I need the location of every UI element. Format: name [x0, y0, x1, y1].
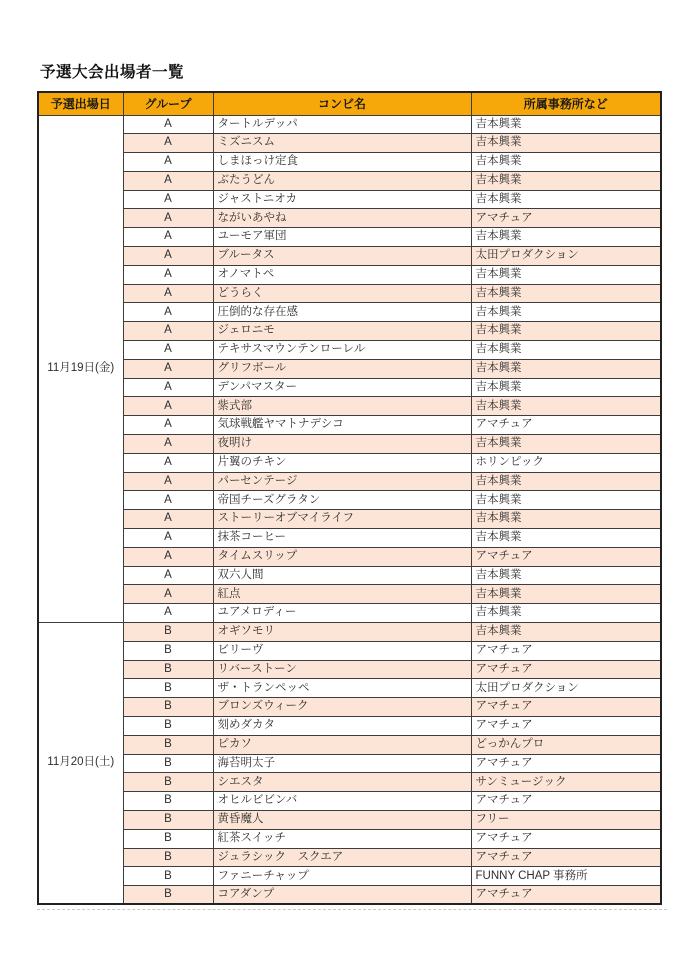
table-row: [38, 378, 661, 397]
group-cell: A: [123, 228, 213, 247]
agency-cell: 吉本興業: [471, 491, 661, 510]
agency-cell: アマチュア: [471, 754, 661, 773]
agency-cell: 吉本興業: [471, 378, 661, 397]
agency-cell: アマチュア: [471, 848, 661, 867]
group-cell: B: [123, 698, 213, 717]
group-cell: A: [123, 265, 213, 284]
agency-cell: アマチュア: [471, 641, 661, 660]
combi-name-cell: 海苔明太子: [213, 754, 471, 773]
table-row: [38, 397, 661, 416]
group-cell: A: [123, 529, 213, 548]
table-row: [38, 265, 661, 284]
table-row: [38, 867, 661, 886]
header-combi-name: コンビ名: [213, 92, 471, 115]
combi-name-cell: ミズニスム: [213, 134, 471, 153]
agency-cell: 太田プロダクション: [471, 247, 661, 266]
agency-cell: アマチュア: [471, 416, 661, 435]
combi-name-cell: パーセンテージ: [213, 472, 471, 491]
group-cell: A: [123, 303, 213, 322]
table-row: [38, 153, 661, 172]
group-cell: A: [123, 491, 213, 510]
combi-name-cell: 紫式部: [213, 397, 471, 416]
combi-name-cell: ユアメロディー: [213, 604, 471, 623]
combi-name-cell: ブルータス: [213, 247, 471, 266]
table-row: [38, 754, 661, 773]
table-row: [38, 284, 661, 303]
combi-name-cell: グリフボール: [213, 359, 471, 378]
agency-cell: 吉本興業: [471, 529, 661, 548]
agency-cell: 太田プロダクション: [471, 679, 661, 698]
agency-cell: フリー: [471, 810, 661, 829]
table-row: [38, 547, 661, 566]
table-row: [38, 303, 661, 322]
agency-cell: アマチュア: [471, 792, 661, 811]
table-row: [38, 453, 661, 472]
table-row: [38, 886, 661, 905]
agency-cell: 吉本興業: [471, 435, 661, 454]
agency-cell: 吉本興業: [471, 190, 661, 209]
group-cell: A: [123, 416, 213, 435]
group-cell: B: [123, 886, 213, 905]
group-cell: A: [123, 284, 213, 303]
combi-name-cell: 片翼のチキン: [213, 453, 471, 472]
combi-name-cell: 圧倒的な存在感: [213, 303, 471, 322]
table-row: [38, 660, 661, 679]
combi-name-cell: リバーストーン: [213, 660, 471, 679]
combi-name-cell: 夜明け: [213, 435, 471, 454]
combi-name-cell: ブロンズウィーク: [213, 698, 471, 717]
agency-cell: 吉本興業: [471, 397, 661, 416]
group-cell: B: [123, 867, 213, 886]
table-row: [38, 792, 661, 811]
group-cell: A: [123, 190, 213, 209]
agency-cell: FUNNY CHAP 事務所: [471, 867, 661, 886]
agency-cell: ホリンピック: [471, 453, 661, 472]
table-row: [38, 322, 661, 341]
header-agency: 所属事務所など: [471, 92, 661, 115]
table-row: [38, 209, 661, 228]
table-row: [38, 416, 661, 435]
group-cell: B: [123, 641, 213, 660]
combi-name-cell: オギソモリ: [213, 623, 471, 642]
table-row: [38, 717, 661, 736]
agency-cell: どっかんプロ: [471, 735, 661, 754]
table-row: [38, 679, 661, 698]
agency-cell: 吉本興業: [471, 228, 661, 247]
combi-name-cell: タイムスリップ: [213, 547, 471, 566]
combi-name-cell: ユーモア軍団: [213, 228, 471, 247]
combi-name-cell: ジャストニオカ: [213, 190, 471, 209]
agency-cell: 吉本興業: [471, 510, 661, 529]
group-cell: A: [123, 510, 213, 529]
qualifier-date-cell: 11月19日(金): [38, 115, 123, 623]
group-cell: B: [123, 754, 213, 773]
table-row: [38, 623, 661, 642]
group-cell: A: [123, 209, 213, 228]
header-date: 予選出場日: [38, 92, 123, 115]
combi-name-cell: シエスタ: [213, 773, 471, 792]
group-cell: B: [123, 623, 213, 642]
agency-cell: アマチュア: [471, 829, 661, 848]
combi-name-cell: 抹茶コーヒー: [213, 529, 471, 548]
combi-name-cell: 刻めダカタ: [213, 717, 471, 736]
group-cell: A: [123, 341, 213, 360]
group-cell: A: [123, 453, 213, 472]
table-row: [38, 190, 661, 209]
agency-cell: 吉本興業: [471, 303, 661, 322]
group-cell: A: [123, 322, 213, 341]
agency-cell: 吉本興業: [471, 322, 661, 341]
table-row: [38, 829, 661, 848]
table-row: [38, 848, 661, 867]
group-cell: A: [123, 397, 213, 416]
group-cell: A: [123, 566, 213, 585]
combi-name-cell: 紅点: [213, 585, 471, 604]
page-title: 予選大会出場者一覧: [40, 64, 185, 81]
combi-name-cell: ジュラシック スクエア: [213, 848, 471, 867]
combi-name-cell: テキサスマウンテンローレル: [213, 341, 471, 360]
table-row: [38, 773, 661, 792]
agency-cell: アマチュア: [471, 547, 661, 566]
combi-name-cell: ジェロニモ: [213, 322, 471, 341]
combi-name-cell: デンパマスター: [213, 378, 471, 397]
participants-table: [37, 91, 662, 905]
group-cell: B: [123, 735, 213, 754]
header-group: グループ: [123, 92, 213, 115]
group-cell: B: [123, 717, 213, 736]
group-cell: A: [123, 134, 213, 153]
group-cell: A: [123, 115, 213, 134]
table-row: [38, 529, 661, 548]
agency-cell: 吉本興業: [471, 472, 661, 491]
agency-cell: アマチュア: [471, 209, 661, 228]
group-cell: B: [123, 792, 213, 811]
table-row: [38, 604, 661, 623]
combi-name-cell: 紅茶スイッチ: [213, 829, 471, 848]
combi-name-cell: オノマトペ: [213, 265, 471, 284]
group-cell: B: [123, 829, 213, 848]
agency-cell: 吉本興業: [471, 566, 661, 585]
agency-cell: アマチュア: [471, 698, 661, 717]
combi-name-cell: 帝国チーズグラタン: [213, 491, 471, 510]
table-row: [38, 510, 661, 529]
roster-content: [37, 60, 660, 905]
table-row: [38, 435, 661, 454]
combi-name-cell: タートルデッパ: [213, 115, 471, 134]
group-cell: B: [123, 848, 213, 867]
combi-name-cell: しまほっけ定食: [213, 153, 471, 172]
table-row: [38, 810, 661, 829]
group-cell: A: [123, 247, 213, 266]
agency-cell: 吉本興業: [471, 623, 661, 642]
agency-cell: アマチュア: [471, 660, 661, 679]
agency-cell: 吉本興業: [471, 284, 661, 303]
group-cell: A: [123, 171, 213, 190]
table-row: [38, 341, 661, 360]
table-row: [38, 228, 661, 247]
combi-name-cell: ぶたうどん: [213, 171, 471, 190]
combi-name-cell: ビリーヴ: [213, 641, 471, 660]
agency-cell: 吉本興業: [471, 171, 661, 190]
combi-name-cell: ファニーチャップ: [213, 867, 471, 886]
table-row: [38, 247, 661, 266]
group-cell: B: [123, 773, 213, 792]
combi-name-cell: どうらく: [213, 284, 471, 303]
agency-cell: 吉本興業: [471, 585, 661, 604]
group-cell: A: [123, 378, 213, 397]
agency-cell: 吉本興業: [471, 604, 661, 623]
group-cell: A: [123, 472, 213, 491]
combi-name-cell: ストーリーオブマイライフ: [213, 510, 471, 529]
table-row: [38, 585, 661, 604]
qualifier-date-cell: 11月20日(土): [38, 623, 123, 905]
table-body: [38, 115, 661, 904]
agency-cell: アマチュア: [471, 717, 661, 736]
group-cell: A: [123, 604, 213, 623]
table-row: [38, 698, 661, 717]
combi-name-cell: 黄昏魔人: [213, 810, 471, 829]
table-row: [38, 171, 661, 190]
agency-cell: 吉本興業: [471, 153, 661, 172]
group-cell: A: [123, 547, 213, 566]
group-cell: A: [123, 359, 213, 378]
group-cell: A: [123, 435, 213, 454]
combi-name-cell: ながいあやね: [213, 209, 471, 228]
combi-name-cell: 双六人間: [213, 566, 471, 585]
agency-cell: 吉本興業: [471, 134, 661, 153]
combi-name-cell: ピカソ: [213, 735, 471, 754]
agency-cell: アマチュア: [471, 886, 661, 905]
table-row: [38, 115, 661, 134]
agency-cell: 吉本興業: [471, 265, 661, 284]
agency-cell: 吉本興業: [471, 359, 661, 378]
combi-name-cell: ザ・トランペッペ: [213, 679, 471, 698]
table-row: [38, 491, 661, 510]
table-row: [38, 566, 661, 585]
table-row: [38, 359, 661, 378]
table-row: [38, 735, 661, 754]
agency-cell: 吉本興業: [471, 341, 661, 360]
group-cell: B: [123, 810, 213, 829]
group-cell: B: [123, 679, 213, 698]
group-cell: B: [123, 660, 213, 679]
table-header: [38, 92, 661, 115]
combi-name-cell: コアダンプ: [213, 886, 471, 905]
combi-name-cell: 気球戦艦ヤマトナデシコ: [213, 416, 471, 435]
agency-cell: 吉本興業: [471, 115, 661, 134]
combi-name-cell: オヒルビビンバ: [213, 792, 471, 811]
group-cell: A: [123, 585, 213, 604]
page-break-dashed-line: [37, 909, 667, 910]
group-cell: A: [123, 153, 213, 172]
table-row: [38, 472, 661, 491]
table-row: [38, 641, 661, 660]
agency-cell: サンミュージック: [471, 773, 661, 792]
table-row: [38, 134, 661, 153]
